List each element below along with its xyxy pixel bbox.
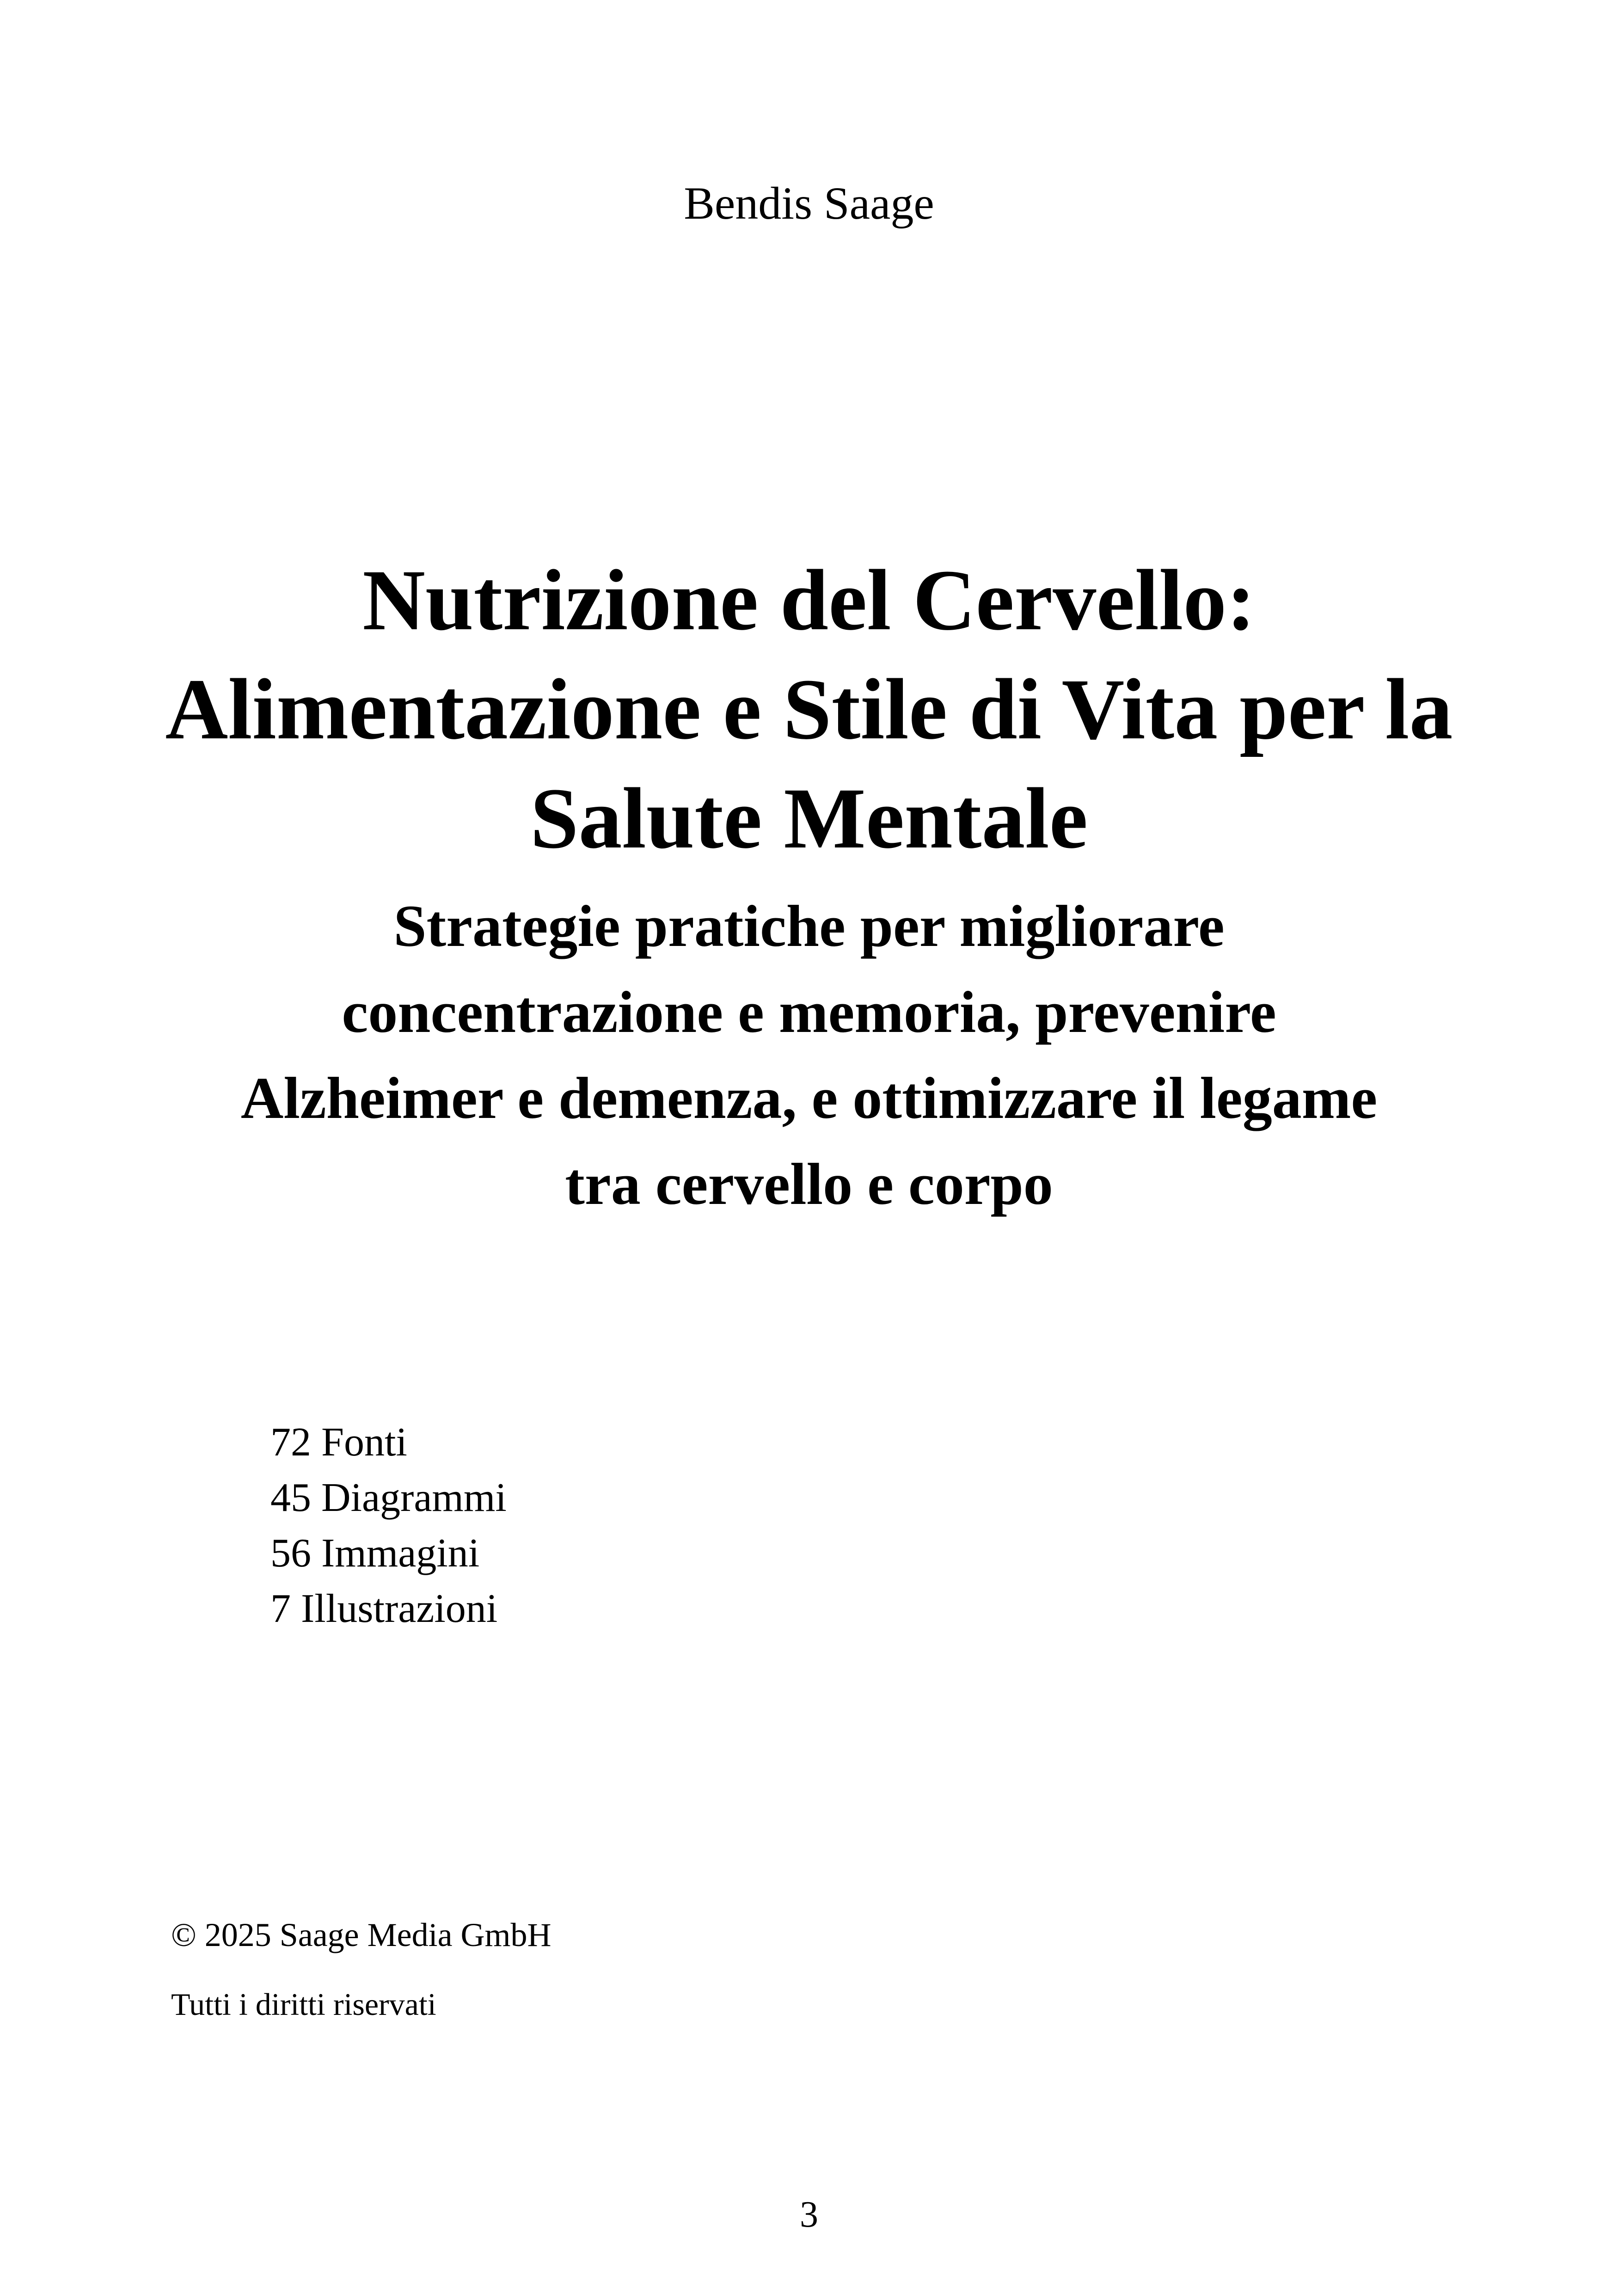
book-subtitle-line: Alzheimer e demenza, e ottimizzare il legame [240,1065,1378,1131]
stat-illustrations: 7 Illustrazioni [270,1586,498,1631]
book-subtitle-line: concentrazione e memoria, prevenire [342,979,1276,1045]
author-name: Bendis Saage [684,178,934,229]
book-title-line: Salute Mentale [530,770,1088,866]
book-subtitle [116,883,1502,1227]
book-subtitle-line: tra cervello e corpo [565,1151,1053,1217]
book-title-line: Nutrizione del Cervello: [362,552,1256,648]
page-number: 3 [800,2194,818,2235]
copyright-notice: © 2025 Saage Media GmbH [171,1916,552,1953]
book-title-line: Alimentazione e Stile di Vita per la [165,661,1453,757]
book-title [116,546,1502,873]
stat-diagrams: 45 Diagrammi [270,1475,507,1520]
book-subtitle-line: Strategie pratiche per migliorare [393,893,1225,959]
content-stats-list [270,1415,507,1637]
rights-notice: Tutti i diritti riservati [171,1987,436,2022]
stat-sources: 72 Fonti [270,1420,407,1465]
stat-images: 56 Immagini [270,1531,480,1576]
